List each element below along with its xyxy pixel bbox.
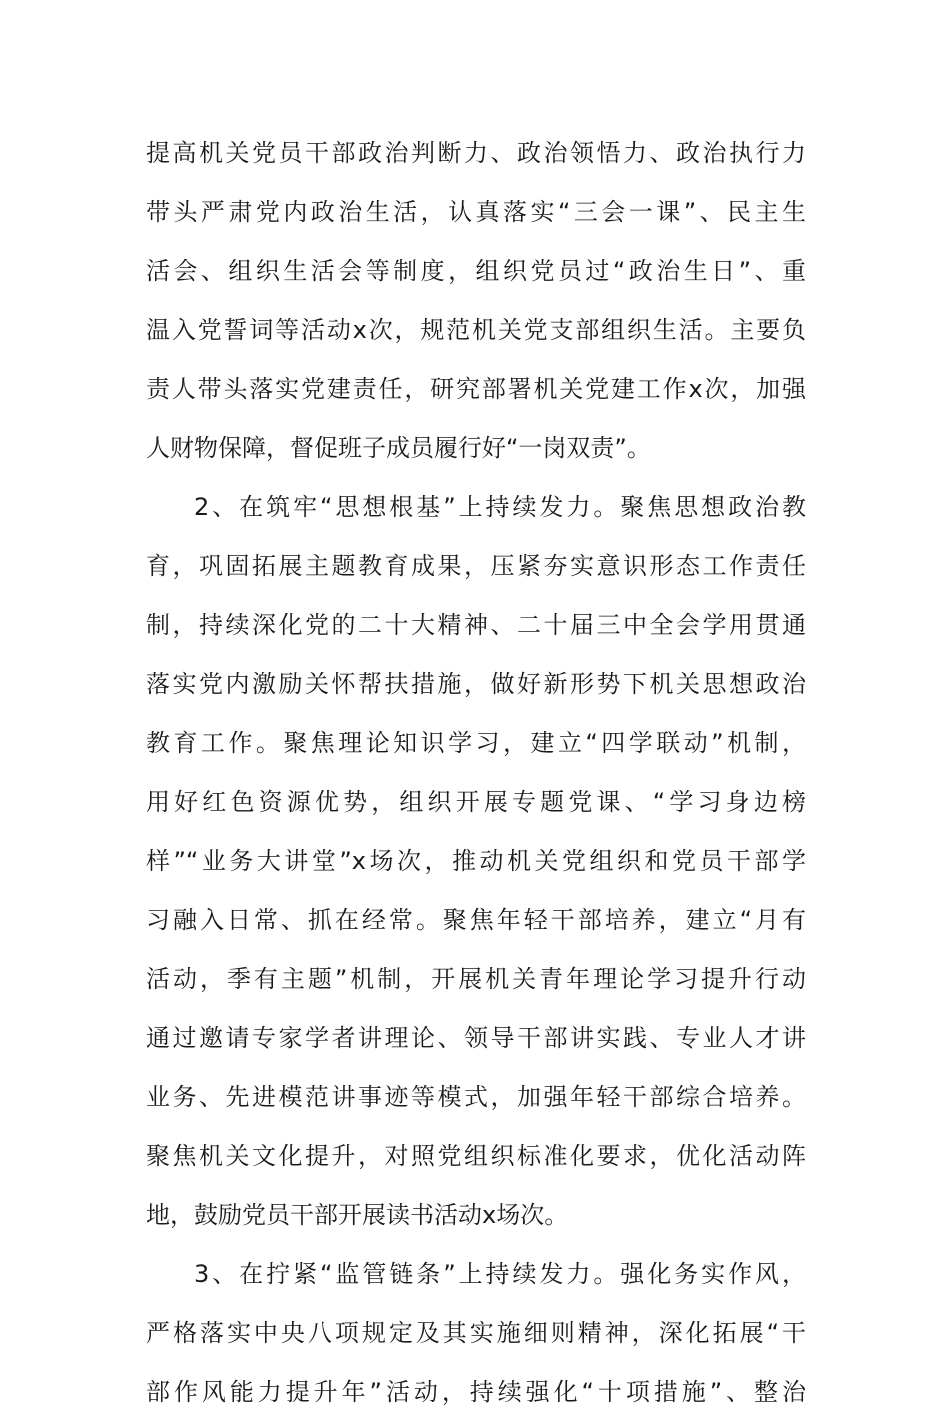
body-line: 人财物保障，督促班子成员履行好“一岗双责”。 — [146, 434, 651, 462]
body-line: 活动，季有主题”机制，开展机关青年理论学习提升行动 — [146, 965, 806, 993]
body-line: 带头严肃党内政治生活，认真落实“三会一课”、民主生 — [146, 198, 806, 226]
section-heading-line: 2、在筑牢“思想根基”上持续发力。聚焦思想政治教 — [194, 493, 806, 521]
body-line: 样”“业务大讲堂”x场次，推动机关党组织和党员干部学 — [146, 847, 806, 875]
body-line: 严格落实中央八项规定及其实施细则精神，深化拓展“干 — [146, 1319, 806, 1347]
body-line: 活会、组织生活会等制度，组织党员过“政治生日”、重 — [146, 257, 806, 285]
body-line: 部作风能力提升年”活动，持续强化“十项措施”、整治 — [146, 1378, 806, 1406]
section-heading-line: 3、在拧紧“监管链条”上持续发力。强化务实作风， — [194, 1260, 806, 1288]
body-line: 制，持续深化党的二十大精神、二十届三中全会学用贯通 — [146, 611, 806, 639]
body-line: 业务、先进模范讲事迹等模式，加强年轻干部综合培养。 — [146, 1083, 806, 1111]
body-line: 教育工作。聚焦理论知识学习，建立“四学联动”机制， — [146, 729, 806, 757]
document-body — [146, 124, 806, 1422]
body-line: 通过邀请专家学者讲理论、领导干部讲实践、专业人才讲 — [146, 1024, 806, 1052]
body-line: 责人带头落实党建责任，研究部署机关党建工作x次，加强 — [146, 375, 806, 403]
body-line: 温入党誓词等活动x次，规范机关党支部组织生活。主要负 — [146, 316, 806, 344]
body-line: 聚焦机关文化提升，对照党组织标准化要求，优化活动阵 — [146, 1142, 806, 1170]
body-line: 地，鼓励党员干部开展读书活动x场次。 — [146, 1201, 569, 1229]
body-line: 落实党内激励关怀帮扶措施，做好新形势下机关思想政治 — [146, 670, 806, 698]
body-line: 习融入日常、抓在经常。聚焦年轻干部培养，建立“月有 — [146, 906, 806, 934]
body-line: 用好红色资源优势，组织开展专题党课、“学习身边榜 — [146, 788, 806, 816]
body-line: 提高机关党员干部政治判断力、政治领悟力、政治执行力 — [146, 139, 806, 167]
body-line: 育，巩固拓展主题教育成果，压紧夯实意识形态工作责任 — [146, 552, 806, 580]
